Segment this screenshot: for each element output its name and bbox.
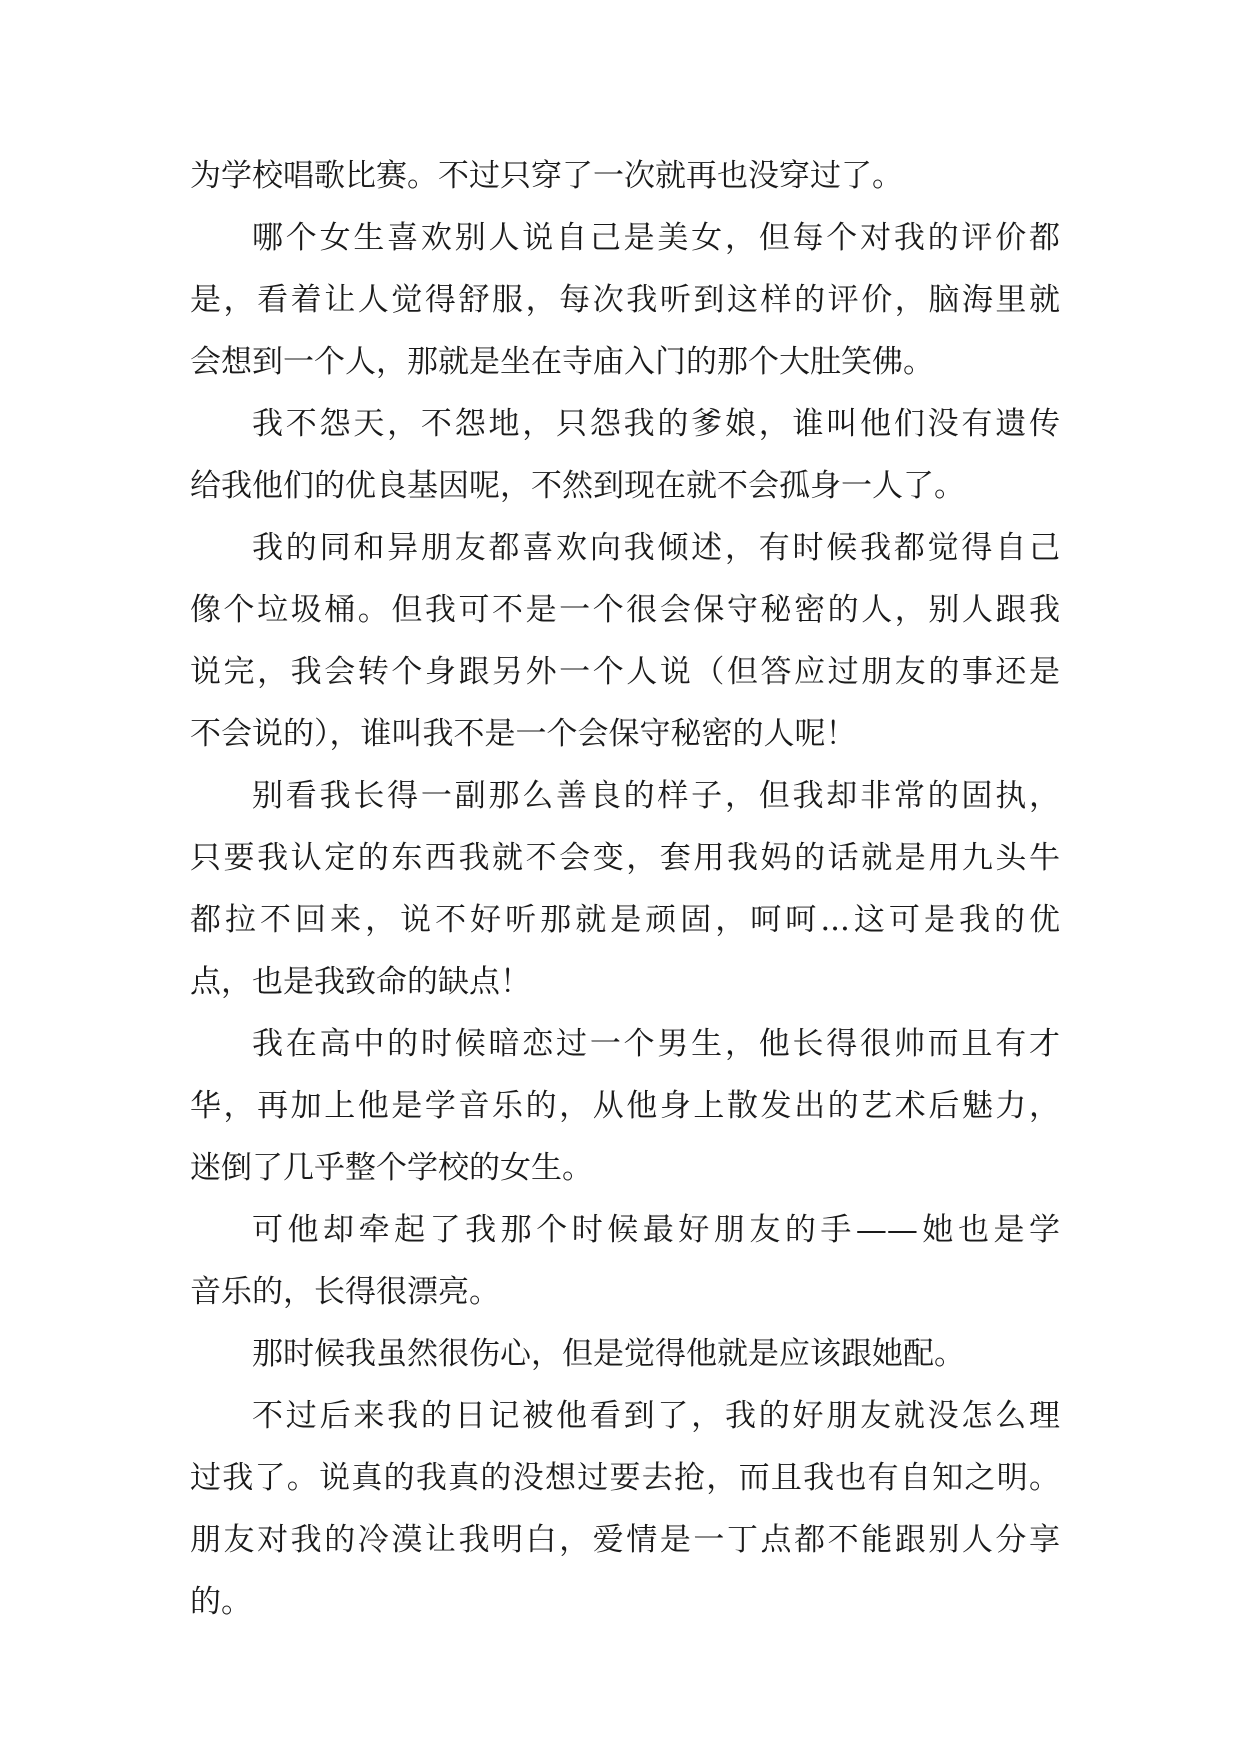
text-line: 像个垃圾桶。但我可不是一个很会保守秘密的人，别人跟我 [190,592,1060,628]
text-line: 可他却牵起了我那个时候最好朋友的手——她也是学 [252,1212,1060,1248]
text-line: 哪个女生喜欢别人说自己是美女，但每个对我的评价都 [252,220,1060,256]
text-line: 只要我认定的东西我就不会变，套用我妈的话就是用九头牛 [190,840,1060,876]
text-line: 说完，我会转个身跟另外一个人说（但答应过朋友的事还是 [190,654,1060,690]
text-line: 那时候我虽然很伤心，但是觉得他就是应该跟她配。 [252,1336,965,1372]
text-line: 为学校唱歌比赛。不过只穿了一次就再也没穿过了。 [190,158,903,194]
text-line: 别看我长得一副那么善良的样子，但我却非常的固执， [252,778,1060,814]
text-line: 过我了。说真的我真的没想过要去抢，而且我也有自知之明。 [190,1460,1060,1496]
text-line: 华，再加上他是学音乐的，从他身上散发出的艺术后魅力， [190,1088,1060,1124]
text-line: 迷倒了几乎整个学校的女生。 [190,1150,593,1186]
text-line: 音乐的，长得很漂亮。 [190,1274,500,1310]
text-line: 我不怨天，不怨地，只怨我的爹娘，谁叫他们没有遗传 [252,406,1060,442]
text-line: 给我他们的优良基因呢，不然到现在就不会孤身一人了。 [190,468,965,504]
text-line: 都拉不回来，说不好听那就是顽固，呵呵...这可是我的优 [190,902,1060,938]
text-line: 不会说的），谁叫我不是一个会保守秘密的人呢！ [190,716,857,752]
text-line: 会想到一个人，那就是坐在寺庙入门的那个大肚笑佛。 [190,344,934,380]
text-line: 朋友对我的冷漠让我明白，爱情是一丁点都不能跟别人分享 [190,1522,1060,1558]
text-line: 的。 [190,1584,252,1620]
text-line: 是，看着让人觉得舒服，每次我听到这样的评价，脑海里就 [190,282,1060,318]
text-line: 我在高中的时候暗恋过一个男生，他长得很帅而且有才 [252,1026,1060,1062]
text-line: 点，也是我致命的缺点！ [190,964,531,1000]
text-line: 我的同和异朋友都喜欢向我倾述，有时候我都觉得自己 [252,530,1060,566]
text-line: 不过后来我的日记被他看到了，我的好朋友就没怎么理 [252,1398,1060,1434]
